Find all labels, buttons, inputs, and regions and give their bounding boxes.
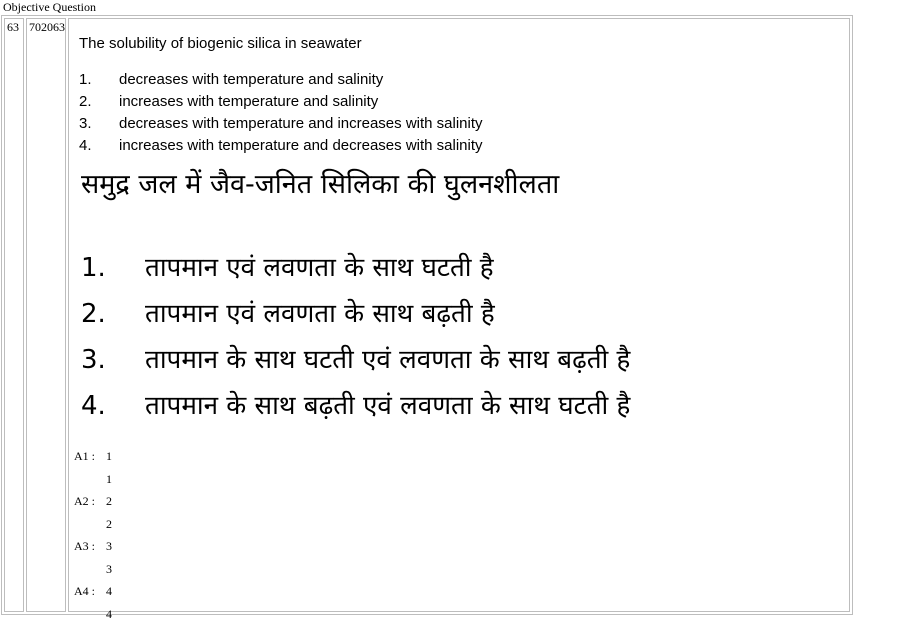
option-text: तापमान के साथ बढ़ती एवं लवणता के साथ घटती है (145, 391, 631, 421)
options-list-en (79, 69, 483, 157)
option-text: increases with temperature and salinity (119, 93, 379, 110)
option-en-1 (79, 69, 483, 91)
answer-sub-value: 3 (106, 562, 112, 576)
option-hi-2 (81, 291, 630, 337)
answer-value: 1 (106, 449, 112, 463)
option-hi-3 (81, 337, 630, 383)
option-text: तापमान एवं लवणता के साथ घटती है (145, 253, 494, 283)
option-number: 2. (79, 93, 92, 110)
question-number: 63 (4, 18, 24, 612)
option-number: 1. (79, 71, 92, 88)
question-text-hi: समुद्र जल में जैव-जनित सिलिका की घुलनशीलता (81, 169, 560, 200)
answer-sub-value: 2 (106, 517, 112, 531)
option-text: increases with temperature and decreases with salinity (119, 137, 483, 154)
option-en-2 (79, 91, 483, 113)
option-text: decreases with temperature and salinity (119, 71, 384, 88)
section-title: Objective Question (3, 0, 96, 14)
answer-label: A2 : (74, 494, 95, 508)
option-number: 1. (81, 253, 106, 283)
answer-label: A1 : (74, 449, 95, 463)
option-en-3 (79, 113, 483, 135)
option-text: तापमान के साथ घटती एवं लवणता के साथ बढ़ती है (145, 345, 631, 375)
option-text: decreases with temperature and increases with salinity (119, 115, 483, 132)
answer-label: A4 : (74, 584, 95, 598)
answer-value: 2 (106, 494, 112, 508)
option-en-4 (79, 135, 483, 157)
option-number: 2. (81, 299, 106, 329)
answer-sub-value: 4 (106, 607, 112, 621)
answer-value: 4 (106, 584, 112, 598)
option-number: 4. (79, 137, 92, 154)
answer-label: A3 : (74, 539, 95, 553)
answer-sub-value: 1 (106, 472, 112, 486)
option-number: 4. (81, 391, 106, 421)
question-body (68, 18, 850, 621)
answer-value: 3 (106, 539, 112, 553)
option-hi-4 (81, 383, 630, 429)
option-number: 3. (81, 345, 106, 375)
question-id: 702063 (26, 18, 66, 612)
option-hi-1 (81, 245, 630, 291)
option-number: 3. (79, 115, 92, 132)
option-text: तापमान एवं लवणता के साथ बढ़ती है (145, 299, 495, 329)
options-list-hi (81, 245, 630, 429)
question-text-en: The solubility of biogenic silica in seawater (79, 35, 362, 52)
question-table (1, 15, 853, 621)
